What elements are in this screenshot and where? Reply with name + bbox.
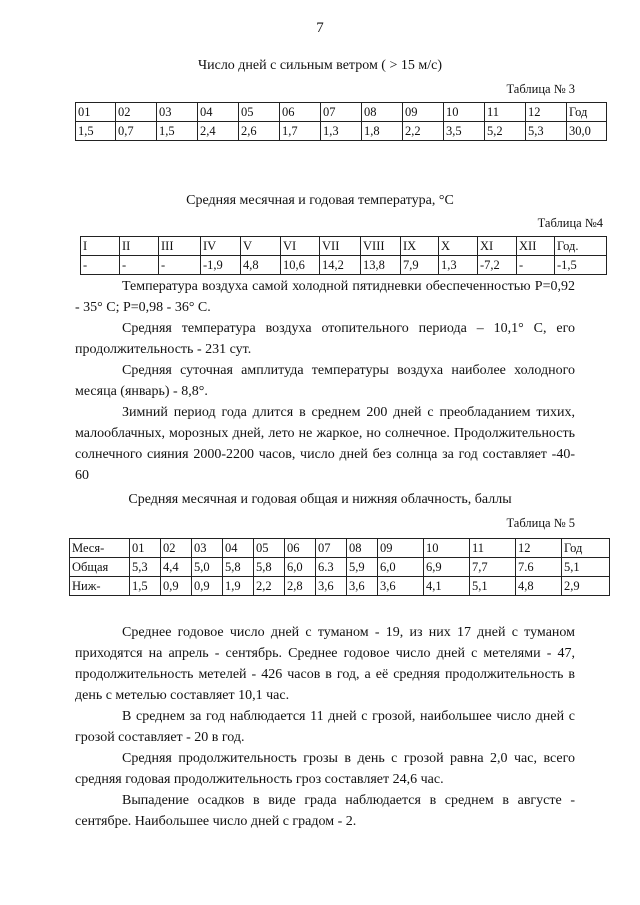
table-cell: 08	[362, 103, 403, 122]
table-cell: 02	[161, 539, 192, 558]
table-cell: 4,1	[424, 577, 470, 596]
table-cell: 11	[470, 539, 516, 558]
table-cell: 7,7	[470, 558, 516, 577]
table-cell: Общая	[70, 558, 130, 577]
table4-header-row	[81, 237, 607, 256]
table4-label: Таблица №4	[537, 216, 603, 230]
table-cell: 05	[254, 539, 285, 558]
table-cell: 2,2	[254, 577, 285, 596]
text-block-2	[0, 622, 640, 832]
table-cell: -	[517, 256, 555, 275]
table3-header-row	[76, 103, 607, 122]
table-cell: 1,7	[280, 122, 321, 141]
table-cell: XII	[517, 237, 555, 256]
paragraph: Среднее годовое число дней с туманом - 19, из них 17 дней с туманом приходятся на апрель - сентябрь. Среднее годовое число дней с метелями - 47, продолжительность метелей - 426 часов в год, а её средняя продолжительность в день с метелью составляет 10,1 час.	[75, 625, 575, 703]
table-cell: 10	[444, 103, 485, 122]
table-cell: 12	[526, 103, 567, 122]
table-cell: IX	[401, 237, 439, 256]
table-cell: 10	[424, 539, 470, 558]
paragraph: Зимний период года длится в среднем 200 дней с преобладанием тихих, малооблачных, морозных дней, лето не жаркое, но солнечное. Продолжительность солнечного сияния 2000-2200 часов, число дней без солнца за год составляет -40-60	[75, 405, 575, 483]
table-cell: 03	[157, 103, 198, 122]
table-cell: 01	[130, 539, 161, 558]
table-cell: II	[120, 237, 159, 256]
table-cell: III	[159, 237, 201, 256]
table-cell: 06	[285, 539, 316, 558]
table-cell: 2,8	[285, 577, 316, 596]
table-cell: -7,2	[478, 256, 517, 275]
table-cell: 01	[76, 103, 116, 122]
table-cell: 2,9	[562, 577, 610, 596]
table-cell: 5,1	[470, 577, 516, 596]
table-cell: 2,6	[239, 122, 280, 141]
table-cell: 04	[223, 539, 254, 558]
table-cell: 1,5	[130, 577, 161, 596]
paragraph: В среднем за год наблюдается 11 дней с грозой, наибольшее число дней с грозой составляет - 20 в год.	[75, 709, 575, 745]
table-cell: 4,8	[516, 577, 562, 596]
table-cell: 02	[116, 103, 157, 122]
table-cell: Год	[567, 103, 607, 122]
table4	[80, 236, 607, 275]
table-cell: 1,9	[223, 577, 254, 596]
table-cell: Меся-	[70, 539, 130, 558]
table-cell: 09	[378, 539, 424, 558]
table-cell: 5,9	[347, 558, 378, 577]
table-cell: 13,8	[361, 256, 401, 275]
table-cell: -	[81, 256, 120, 275]
table-cell: VI	[281, 237, 320, 256]
table-cell: VIII	[361, 237, 401, 256]
table-cell: Ниж-	[70, 577, 130, 596]
table-cell: 07	[316, 539, 347, 558]
table-cell: -1,9	[201, 256, 241, 275]
table-cell: Год	[562, 539, 610, 558]
paragraph: Температура воздуха самой холодной пятидневки обеспеченностью Р=0,92 - 35° С; Р=0,98 - 36° С.	[75, 279, 575, 315]
table4-value-row	[81, 256, 607, 275]
table-cell: 4,4	[161, 558, 192, 577]
table-cell: 08	[347, 539, 378, 558]
table5	[69, 538, 610, 596]
table-cell: 7,9	[401, 256, 439, 275]
table-cell: 3,6	[378, 577, 424, 596]
table-cell: 0,7	[116, 122, 157, 141]
table3-value-row	[76, 122, 607, 141]
table-cell: 04	[198, 103, 239, 122]
table-cell: 1,5	[157, 122, 198, 141]
table-cell: 07	[321, 103, 362, 122]
table-cell: 6.3	[316, 558, 347, 577]
table-cell: 1,3	[321, 122, 362, 141]
table-cell: 12	[516, 539, 562, 558]
table-cell: XI	[478, 237, 517, 256]
table-cell: 5,8	[223, 558, 254, 577]
table-cell: IV	[201, 237, 241, 256]
paragraph: Выпадение осадков в виде града наблюдается в среднем в августе - сентябре. Наибольшее число дней с градом - 2.	[75, 793, 575, 829]
table-cell: 6,0	[378, 558, 424, 577]
table5-row-total	[70, 558, 610, 577]
table5-title: Средняя месячная и годовая общая и нижняя облачность, баллы	[128, 492, 512, 507]
table3-title: Число дней с сильным ветром ( > 15 м/с)	[198, 58, 442, 73]
table-cell: 09	[403, 103, 444, 122]
page-number: 7	[316, 20, 324, 36]
table-cell: -1,5	[555, 256, 607, 275]
table-cell: 6,9	[424, 558, 470, 577]
table5-header-row	[70, 539, 610, 558]
table-cell: 05	[239, 103, 280, 122]
table-cell: 3,5	[444, 122, 485, 141]
table-cell: 5,1	[562, 558, 610, 577]
paragraph: Средняя температура воздуха отопительного периода – 10,1° С, его продолжительность - 231 сут.	[75, 321, 575, 357]
table-cell: V	[241, 237, 281, 256]
table-cell: I	[81, 237, 120, 256]
paragraph: Средняя продолжительность грозы в день с грозой равна 2,0 час, всего средняя годовая продолжительность гроз составляет 24,6 час.	[75, 751, 575, 787]
table-cell: 14,2	[320, 256, 361, 275]
table4-title: Средняя месячная и годовая температура, °С	[186, 193, 454, 208]
table-cell: 3,6	[316, 577, 347, 596]
table-cell: 1,5	[76, 122, 116, 141]
table-cell: 1,3	[439, 256, 478, 275]
table-cell: 3,6	[347, 577, 378, 596]
table-cell: 11	[485, 103, 526, 122]
table-cell: 06	[280, 103, 321, 122]
table-cell: 5,2	[485, 122, 526, 141]
table-cell: 6,0	[285, 558, 316, 577]
table3-label: Таблица № 3	[506, 82, 575, 96]
table-cell: 2,2	[403, 122, 444, 141]
table-cell: X	[439, 237, 478, 256]
table-cell: 1,8	[362, 122, 403, 141]
table-cell: 5,0	[192, 558, 223, 577]
table-cell: 0,9	[192, 577, 223, 596]
table-cell: 5,3	[526, 122, 567, 141]
text-block-1	[0, 276, 640, 486]
table-cell: -	[120, 256, 159, 275]
table-cell: 5,3	[130, 558, 161, 577]
table-cell: VII	[320, 237, 361, 256]
table-cell: 4,8	[241, 256, 281, 275]
table-cell: 03	[192, 539, 223, 558]
paragraph: Средняя суточная амплитуда температуры воздуха наиболее холодного месяца (январь) - 8,8°.	[75, 363, 575, 399]
table-cell: Год.	[555, 237, 607, 256]
table-cell: 30,0	[567, 122, 607, 141]
table-cell: 10,6	[281, 256, 320, 275]
table-cell: 7.6	[516, 558, 562, 577]
table5-row-lower	[70, 577, 610, 596]
table-cell: 2,4	[198, 122, 239, 141]
table-cell: 0,9	[161, 577, 192, 596]
table5-label: Таблица № 5	[506, 516, 575, 530]
table-cell: -	[159, 256, 201, 275]
table-cell: 5,8	[254, 558, 285, 577]
table3	[75, 102, 607, 141]
